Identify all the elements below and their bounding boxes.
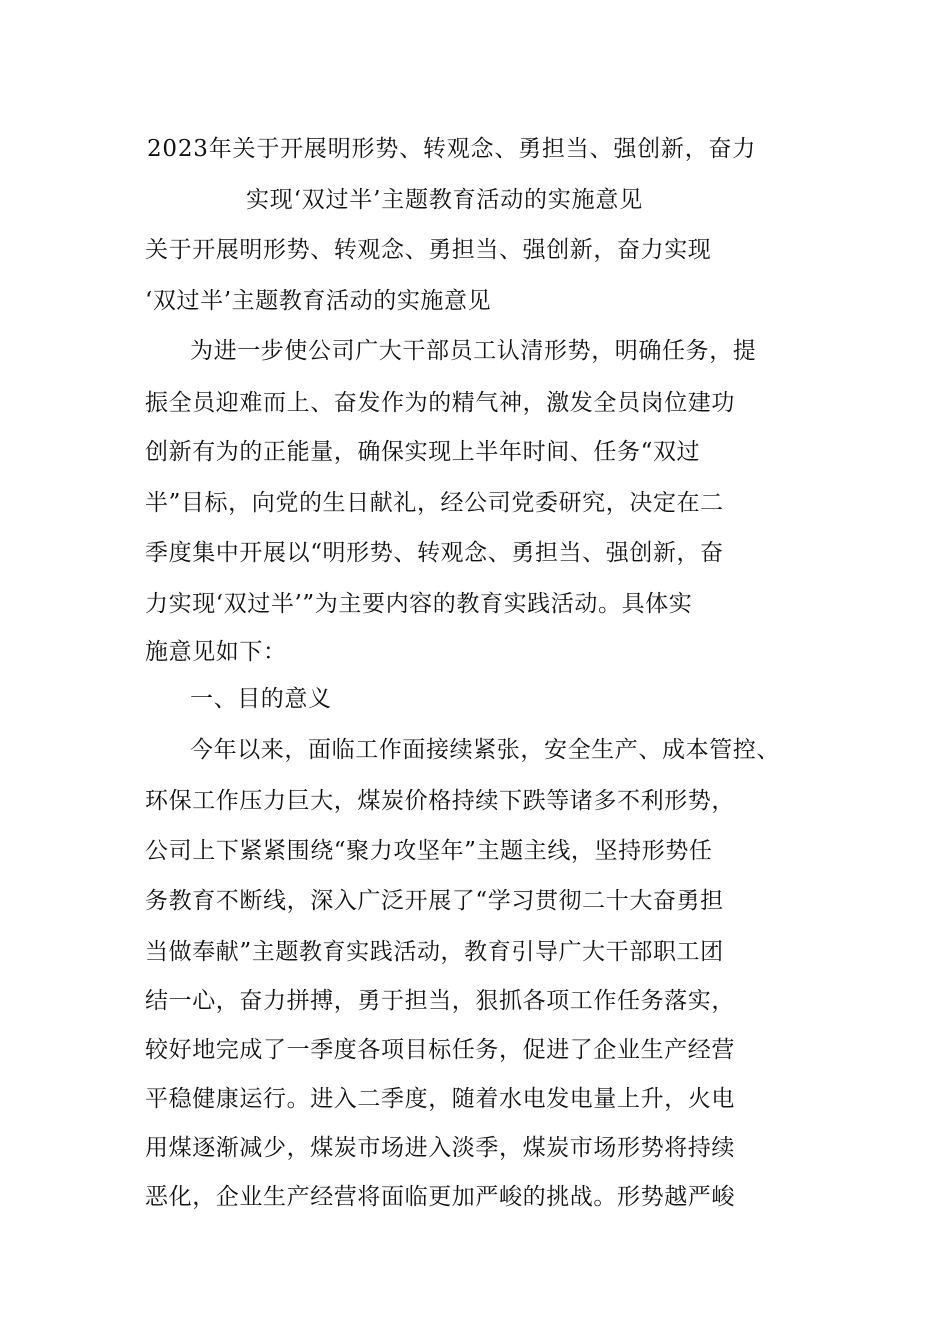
intro-line-4: 半”目标，向党的生日献礼，经公司党委研究，决定在二 bbox=[145, 490, 724, 516]
section-1-line-2: 环保工作压力巨大，煤炭价格持续下跌等诸多不利形势， bbox=[145, 788, 735, 814]
intro-line-3: 创新有为的正能量，确保实现上半年时间、任务“双过 bbox=[145, 439, 701, 465]
intro-line-2: 振全员迎难而上、奋发作为的精气神，激发全员岗位建功 bbox=[145, 390, 735, 416]
subtitle-line-2: ‘双过半’主题教育活动的实施意见 bbox=[145, 288, 492, 314]
section-1-line-3: 公司上下紧紧围绕“聚力攻坚年”主题主线，坚持形势任 bbox=[145, 838, 713, 864]
section-1-line-10: 恶化，企业生产经营将面临更加严峻的挑战。形势越严峻 bbox=[145, 1184, 735, 1210]
intro-line-5: 季度集中开展以“明形势、转观念、勇担当、强创新，奋 bbox=[145, 540, 724, 566]
section-1-line-8: 平稳健康运行。进入二季度，随着水电发电量上升，火电 bbox=[145, 1086, 735, 1112]
intro-line-1: 为进一步使公司广大干部员工认清形势，明确任务，提 bbox=[190, 338, 757, 364]
document-title-line-2: 实现‘双过半’主题教育活动的实施意见 bbox=[246, 187, 644, 213]
section-1-line-1: 今年以来，面临工作面接续紧张，安全生产、成本管控、 bbox=[190, 737, 780, 763]
section-1-line-4: 务教育不断线，深入广泛开展了“学习贯彻二十大奋勇担 bbox=[145, 888, 724, 914]
section-1-line-5: 当做奉献”主题教育实践活动，教育引导广大干部职工团 bbox=[145, 939, 724, 965]
section-1-heading: 一、目的意义 bbox=[190, 686, 332, 712]
section-1-line-9: 用煤逐渐减少，煤炭市场进入淡季，煤炭市场形势将持续 bbox=[145, 1135, 735, 1161]
section-1-line-6: 结一心，奋力拼搏，勇于担当，狠抓各项工作任务落实， bbox=[145, 988, 735, 1014]
subtitle-line-1: 关于开展明形势、转观念、勇担当、强创新，奋力实现 bbox=[145, 237, 712, 263]
intro-line-6: 力实现‘双过半’”为主要内容的教育实践活动。具体实 bbox=[145, 591, 693, 617]
document-title-line-1: 2023年关于开展明形势、转观念、勇担当、强创新，奋力 bbox=[147, 136, 757, 162]
section-1-line-7: 较好地完成了一季度各项目标任务，促进了企业生产经营 bbox=[145, 1037, 735, 1063]
intro-line-7: 施意见如下： bbox=[145, 639, 287, 665]
